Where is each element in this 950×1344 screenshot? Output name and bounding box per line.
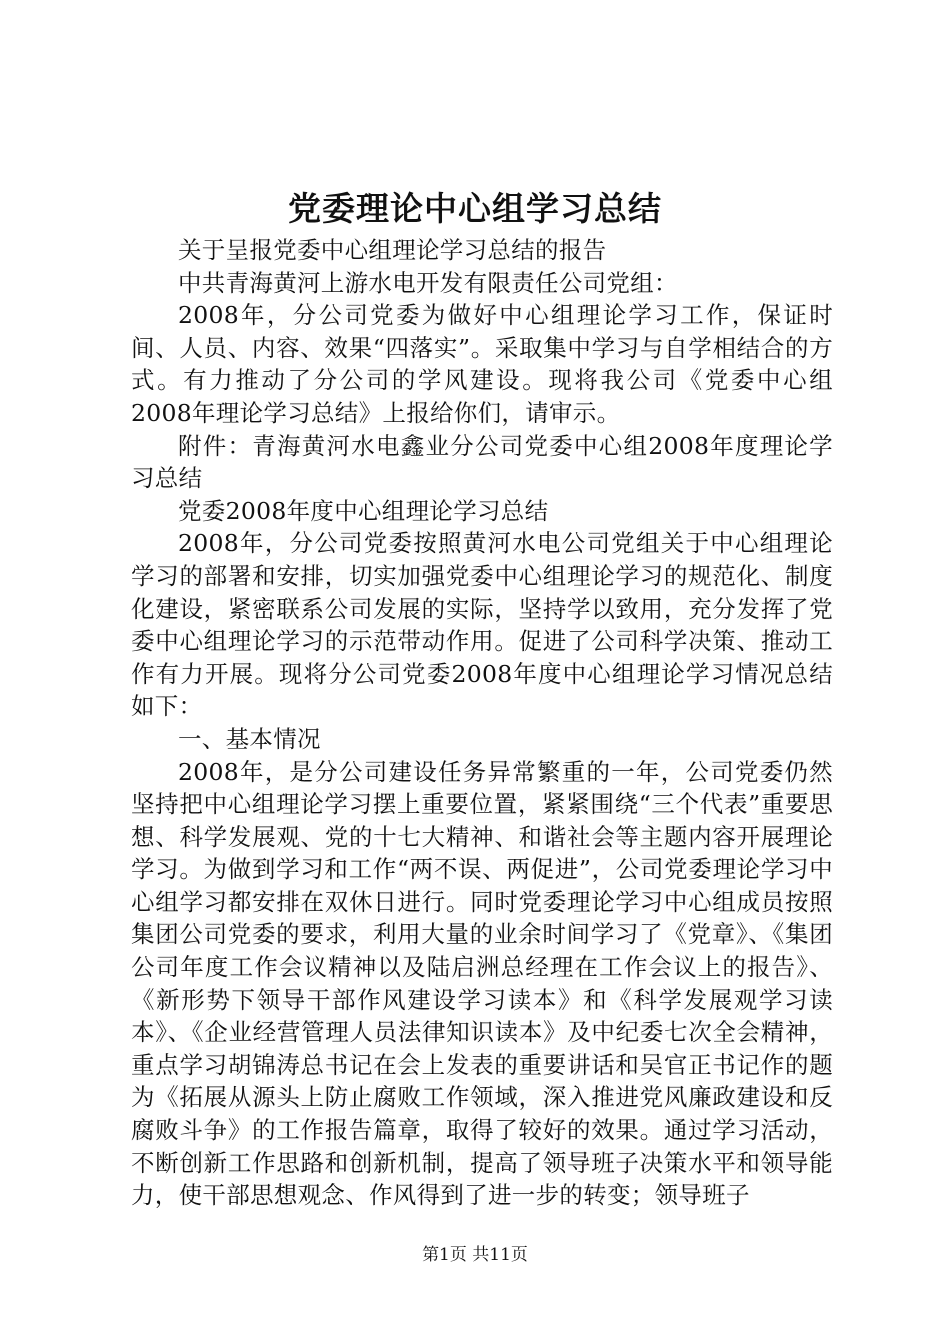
report-heading: 关于呈报党委中心组理论学习总结的报告 [178, 236, 607, 264]
section-heading: 一、基本情况 [178, 724, 321, 753]
page-footer: 第1页 共11页 [422, 1245, 528, 1265]
body-paragraph: 2008年，是分公司建设任务异常繁重的一年，公司党委仍然坚持把中心组理论学习摆上重要位置，紧紧围绕“三个代表”重要思想、科学发展观、党的十七大精神、和谐社会等主题内容开展理论学习。为做到学习和工作“两不误、两促进”，公司党委理论学习中心组学习都安排在双休日进行。同时党委理论学习中心组成员按照集团公司党委的要求，利用大量的业余时间学习了《党章》、《集团公司年度工作会议精神以及陆启洲总经理在工作会议上的报告》、《新形势下领导干部作风建设学习读本》和《科学发展观学习读本》、《企业经营管理人员法律知识读本》及中纪委七次全会精神，重点学习胡锦涛总书记在会上发表的重要讲话和吴官正书记作的题为《拓展从源头上防止腐败工作领域，深入推进党风廉政建设和反腐败斗争》的工作报告篇章，取得了较好的效果。通过学习活动，不断创新工作思路和创新机制，提高了领导班子决策水平和领导能力，使干部思想观念、作风得到了进一步的转变；领导班子 [131, 757, 833, 1210]
summary-heading: 党委2008年度中心组理论学习总结 [178, 496, 549, 525]
attachment-line: 附件：青海黄河水电鑫业分公司党委中心组2008年度理论学习总结 [131, 431, 833, 493]
document-title: 党委理论中心组学习总结 [288, 189, 662, 228]
body-paragraph: 2008年，分公司党委按照黄河水电公司党组关于中心组理论学习的部署和安排，切实加强党委中心组理论学习的规范化、制度化建设，紧密联系公司发展的实际，坚持学以致用，充分发挥了党委中心组理论学习的示范带动作用。促进了公司科学决策、推动工作有力开展。现将分公司党委2008年度中心组理论学习情况总结如下： [131, 529, 833, 721]
document-body [131, 234, 833, 1212]
recipient-line: 中共青海黄河上游水电开发有限责任公司党组： [178, 268, 678, 297]
body-paragraph: 2008年，分公司党委为做好中心组理论学习工作，保证时间、人员、内容、效果“四落实”。采取集中学习与自学相结合的方式。有力推动了分公司的学风建设。现将我公司《党委中心组2008年理论学习总结》上报给你们，请审示。 [131, 301, 833, 427]
